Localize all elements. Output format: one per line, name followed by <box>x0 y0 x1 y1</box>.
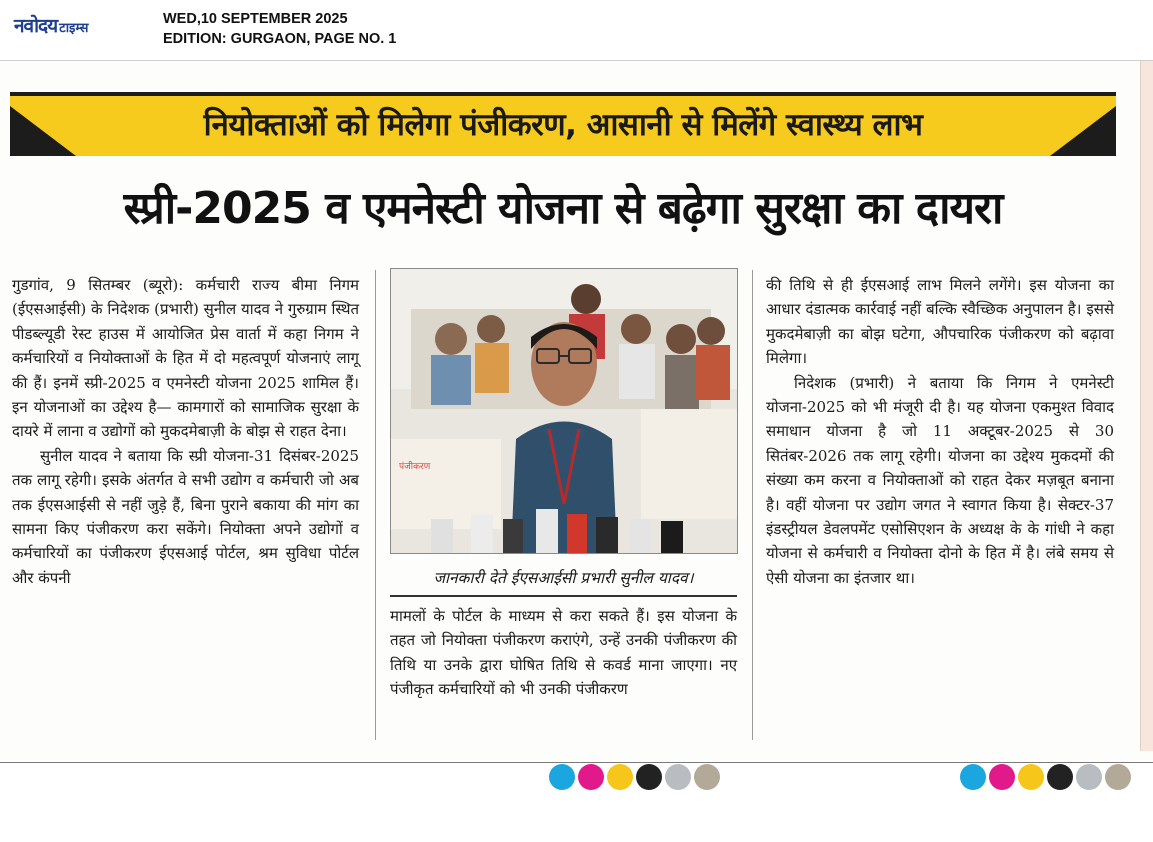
registration-dot <box>578 764 604 790</box>
registration-dot <box>960 764 986 790</box>
registration-dot <box>1018 764 1044 790</box>
paragraph: मामलों के पोर्टल के माध्यम से करा सकते हैं। इस योजना के तहत जो नियोक्ता पंजीकरण कराएंगे, उन्हें उनकी पंजीकरण की तिथि या उनके द्वारा घोषित तिथि से कवर्ड माना जाएगा। नए पंजीकृत कर्मचारियों को भी उनकी पंजीकरण <box>390 607 737 699</box>
logo-main-text: नवोदय <box>14 15 58 37</box>
edition-info <box>163 9 396 49</box>
paragraph: सुनील यादव ने बताया कि स्प्री योजना-31 दिसंबर-2025 तक लागू रहेगी। इसके अंतर्गत वे सभी उद्योग व कर्मचारी जो अब तक ईएसआईसी से नहीं जुड़े हैं, बिना पुराने बकाया की मांग का सामना किए पंजीकरण करा सकेंगे। नियोक्ता अपने उद्योगों व कर्मचारियों का पंजीकरण ईएसआई पोर्टल, श्रम सुविधा पोर्टल और कंपनी <box>12 446 359 587</box>
column-divider <box>752 270 753 740</box>
headline: स्प्री-2025 व एमनेस्टी योजना से बढ़ेगा सुरक्षा का दायरा <box>123 183 1003 234</box>
logo-sub-text: टाइम्स <box>59 21 89 36</box>
press-conference-photo[interactable] <box>390 268 738 554</box>
page-bottom-rule <box>0 762 1153 763</box>
registration-dot <box>694 764 720 790</box>
kicker-text: नियोक्ताओं को मिलेगा पंजीकरण, आसानी से मिलेंगे स्वास्थ्य लाभ <box>203 107 923 143</box>
date-line: WED,10 SEPTEMBER 2025 <box>163 11 348 27</box>
caption-rule <box>390 595 737 597</box>
article-column-1 <box>12 273 359 590</box>
registration-marks-left <box>549 764 720 790</box>
adjacent-article-strip <box>1140 61 1153 751</box>
paragraph: गुडगांव, 9 सितम्बर (ब्यूरो): कर्मचारी राज्य बीमा निगम (ईएसआईसी) के निदेशक (प्रभारी) सुनील यादव ने गुरुग्राम स्थित पीडब्ल्यूडी रेस्ट हाउस में आयोजित प्रेस वार्ता में कहा निगम ने कर्मचारियों व नियोक्ताओं के हित में दो महत्वपूर्ण योजनाएं लागू की हैं। इनमें स्प्री-2025 व एमनेस्टी योजना 2025 शामिल हैं। इन योजनाओं का उद्देश्य है— कामगारों को सामाजिक सुरक्षा के दायरे में लाना व उद्योगों को मुकदमेबाज़ी के बोझ से राहत देना। <box>12 276 359 441</box>
registration-dot <box>989 764 1015 790</box>
registration-dot <box>1047 764 1073 790</box>
registration-dot <box>636 764 662 790</box>
registration-dot <box>549 764 575 790</box>
photo-caption: जानकारी देते ईएसआईसी प्रभारी सुनील यादव। <box>433 569 694 587</box>
registration-dot <box>1076 764 1102 790</box>
svg-text:पंजीकरण: पंजीकरण <box>399 462 431 472</box>
kicker-banner <box>10 92 1116 156</box>
paragraph: निदेशक (प्रभारी) ने बताया कि निगम ने एमनेस्टी योजना-2025 को भी मंजूरी दी है। यह योजना एकमुश्त विवाद समाधान योजना है जो 11 अक्टूबर-2025 से 30 सितंबर-2026 तक लागू रहेगी। योजना का उद्देश्य मुकदमों की संख्या कम करना व नियोक्ताओं को राहत देकर मज़बूत बनाना है। वहीं योजना पर उद्योग जगत ने स्वागत किया है। सेक्टर-37 इंडस्ट्रीयल डेवलपमेंट एसोसिएशन के अध्यक्ष के के गांधी ने कहा योजना से कर्मचारी व नियोक्ता दोनो के हित में है। लंबे समय से ऐसी योजना का इंतजार था। <box>766 373 1114 587</box>
paragraph: की तिथि से ही ईएसआई लाभ मिलने लगेंगे। इस योजना का आधार दंडात्मक कार्रवाई नहीं बल्कि स्वैच्छिक अनुपालन है। इससे मुकदमेबाज़ी का बोझ घटेगा, औपचारिक पंजीकरण को बढ़ावा मिलेगा। <box>766 276 1114 368</box>
registration-marks-right <box>960 764 1131 790</box>
article-column-3 <box>766 273 1114 590</box>
epaper-header <box>0 0 1153 61</box>
registration-dot <box>1105 764 1131 790</box>
registration-dot <box>665 764 691 790</box>
newspaper-logo[interactable] <box>14 12 88 38</box>
registration-dot <box>607 764 633 790</box>
column-divider <box>375 270 376 740</box>
photo-illustration <box>391 269 737 553</box>
article-column-2 <box>390 604 737 702</box>
edition-line: EDITION: GURGAON, PAGE NO. 1 <box>163 31 397 47</box>
